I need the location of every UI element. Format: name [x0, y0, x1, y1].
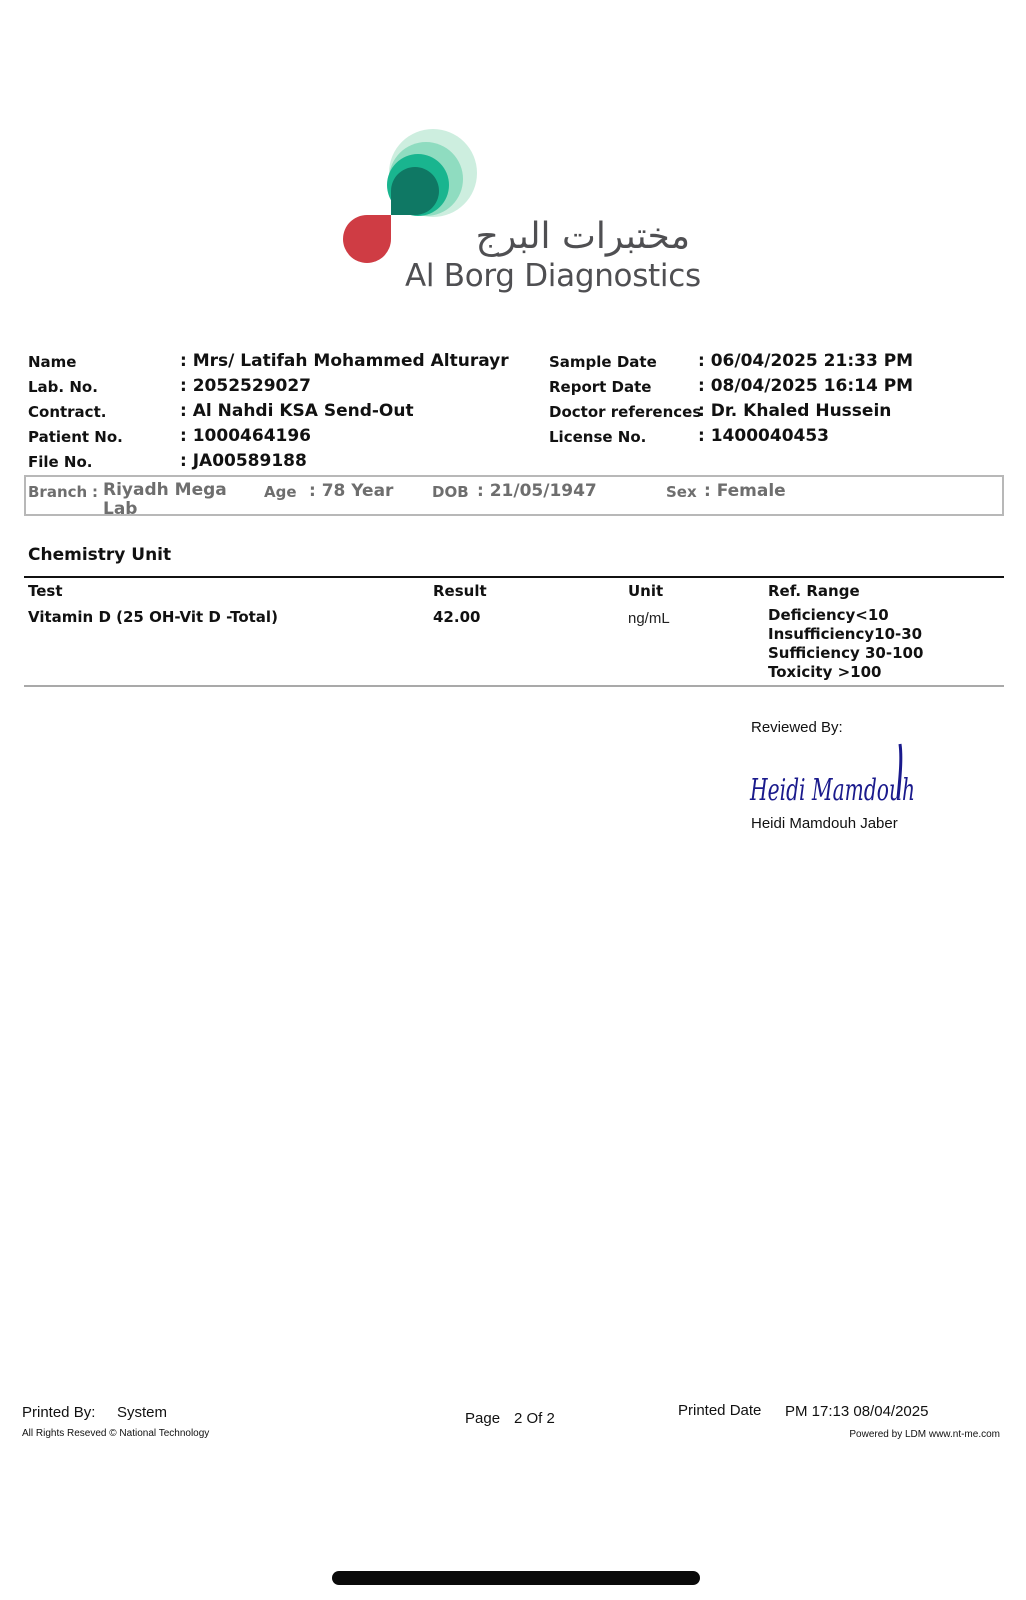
reviewer-name: Heidi Mamdouh Jaber — [751, 815, 898, 832]
license-no-label: License No. — [549, 428, 647, 446]
test-name: Vitamin D (25 OH-Vit D -Total) — [28, 608, 278, 626]
sex-label: Sex — [666, 483, 697, 501]
page-label: Page — [465, 1410, 501, 1427]
home-indicator[interactable] — [332, 1571, 700, 1585]
doctor-references-value: : Dr. Khaled Hussein — [698, 401, 892, 421]
logo-arabic-name: مختبرات البرج — [475, 216, 690, 257]
branch-label: Branch — [28, 483, 88, 501]
dob-label: DOB — [432, 483, 469, 501]
sex-value: : Female — [704, 481, 786, 501]
powered-by-text: Powered by LDM www.nt-me.com — [849, 1429, 1000, 1440]
age-value: : 78 Year — [309, 481, 394, 501]
logo-teal-drop-base — [391, 193, 413, 215]
printed-by-label: Printed By: — [22, 1404, 96, 1421]
contract-label: Contract. — [28, 403, 107, 421]
report-date-label: Report Date — [549, 378, 652, 396]
col-ref-range: Ref. Range — [768, 582, 860, 600]
branch-value-line1: Riyadh Mega — [103, 480, 227, 500]
sample-date-label: Sample Date — [549, 353, 657, 371]
file-no-value: : JA00589188 — [180, 451, 307, 471]
signature-text: Heidi Mamdouh — [749, 773, 915, 808]
col-test: Test — [28, 582, 63, 600]
signature — [748, 738, 923, 808]
name-label: Name — [28, 353, 77, 371]
page-value: 2 Of 2 — [514, 1410, 555, 1427]
name-value: : Mrs/ Latifah Mohammed Alturayr — [180, 351, 509, 371]
age-label: Age — [264, 483, 297, 501]
patient-no-value: : 1000464196 — [180, 426, 312, 446]
ref-range-item: Insufficiency10-30 — [768, 625, 923, 643]
sample-date-value: : 06/04/2025 21:33 PM — [698, 351, 914, 371]
table-bottom-rule — [24, 685, 1004, 687]
ref-range-item: Deficiency<10 — [768, 606, 889, 624]
lab-no-value: : 2052529027 — [180, 376, 312, 396]
test-unit: ng/mL — [628, 610, 670, 627]
ref-range-item: Sufficiency 30-100 — [768, 644, 924, 662]
branch-colon: : — [92, 483, 98, 501]
doctor-references-label: Doctor references — [549, 403, 702, 421]
dob-value: : 21/05/1947 — [477, 481, 597, 501]
logo-english-name: Al Borg Diagnostics — [405, 258, 701, 294]
license-no-value: : 1400040453 — [698, 426, 830, 446]
test-result: 42.00 — [433, 608, 481, 626]
table-top-rule — [24, 576, 1004, 578]
contract-value: : Al Nahdi KSA Send-Out — [180, 401, 414, 421]
ref-range-list — [768, 606, 923, 682]
printed-date-label: Printed Date — [678, 1402, 762, 1419]
patient-no-label: Patient No. — [28, 428, 123, 446]
report-date-value: : 08/04/2025 16:14 PM — [698, 376, 914, 396]
reviewed-by-label: Reviewed By: — [751, 719, 843, 736]
printed-date-value: PM 17:13 08/04/2025 — [785, 1403, 929, 1420]
ref-range-item: Toxicity >100 — [768, 663, 882, 681]
rights-text: All Rights Reseved © National Technology — [22, 1428, 210, 1439]
col-unit: Unit — [628, 582, 664, 600]
branch-value-line2: Lab — [103, 499, 138, 519]
section-title: Chemistry Unit — [28, 545, 172, 565]
col-result: Result — [433, 582, 487, 600]
lab-no-label: Lab. No. — [28, 378, 98, 396]
printed-by-value: System — [117, 1404, 168, 1421]
file-no-label: File No. — [28, 453, 93, 471]
logo-red-drop-corner — [369, 215, 391, 237]
